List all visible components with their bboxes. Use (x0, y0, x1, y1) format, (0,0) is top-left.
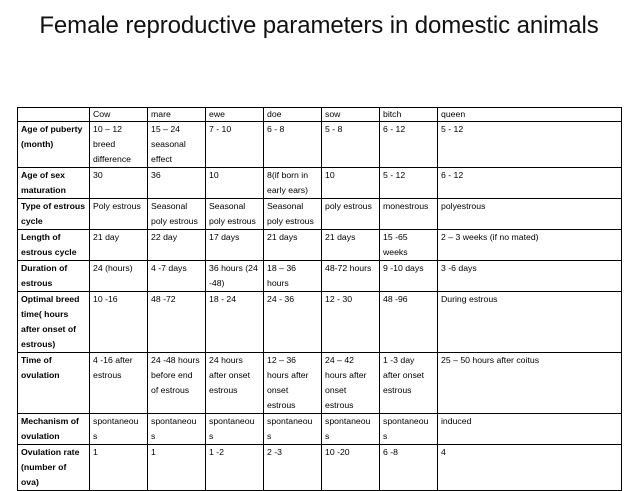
table-cell (438, 292, 622, 353)
reproductive-parameters-table (17, 107, 622, 491)
table-cell (206, 292, 264, 353)
cell-text-line: s (93, 431, 98, 441)
table-cell (322, 292, 380, 353)
cell-text-line: s (151, 431, 156, 441)
table-row (18, 292, 622, 353)
parameter-label-line: estrous cycle (21, 247, 77, 257)
table-cell (264, 230, 322, 261)
table-cell (90, 353, 148, 414)
cell-text-line: of estrous (151, 385, 190, 395)
cell-text-line: poly estrous (151, 216, 198, 226)
table-cell (206, 261, 264, 292)
table-cell (148, 199, 206, 230)
cell-text-line: estrous (93, 370, 122, 380)
table-cell (264, 353, 322, 414)
table-cell (264, 199, 322, 230)
table-cell (438, 199, 622, 230)
table-cell (206, 199, 264, 230)
column-header-bitch: bitch (380, 108, 438, 122)
column-header-doe: doe (264, 108, 322, 122)
cell-text-line: effect (151, 154, 173, 164)
table-body (18, 122, 622, 491)
table-cell (90, 445, 148, 491)
cell-text-line: 17 days (209, 232, 240, 242)
cell-text-line: 8(if born in (267, 170, 309, 180)
table-cell (90, 122, 148, 168)
cell-text-line: 4 -7 days (151, 263, 187, 273)
table-cell (438, 445, 622, 491)
slide-title: Female reproductive parameters in domestic animals (39, 12, 599, 39)
cell-text-line: 30 (93, 170, 103, 180)
table-cell (206, 353, 264, 414)
row-parameter-cell (18, 168, 90, 199)
cell-text-line: 12 – 36 (267, 355, 296, 365)
cell-text-line: difference (93, 154, 131, 164)
cell-text-line: 21 days (267, 232, 298, 242)
row-parameter-cell (18, 353, 90, 414)
parameter-label-line: ovulation (21, 431, 60, 441)
parameter-label-line: after onset of (21, 324, 77, 334)
parameter-label-line: Time of (21, 355, 52, 365)
cell-text-line: 3 -6 days (441, 263, 477, 273)
cell-text-line: hours after (325, 370, 367, 380)
cell-text-line: induced (441, 416, 472, 426)
cell-text-line: 12 - 30 (325, 294, 353, 304)
parameter-label-line: estrous) (21, 339, 56, 349)
table-row (18, 414, 622, 445)
table-cell (438, 122, 622, 168)
cell-text-line: 18 – 36 (267, 263, 296, 273)
cell-text-line: 7 - 10 (209, 124, 232, 134)
table-cell (380, 292, 438, 353)
parameter-label-line: Age of puberty (21, 124, 83, 134)
parameter-label-line: cycle (21, 216, 43, 226)
table-cell (322, 122, 380, 168)
cell-text-line: estrous (325, 400, 354, 410)
table-cell (148, 445, 206, 491)
table-cell (322, 353, 380, 414)
table-row (18, 199, 622, 230)
column-header (18, 108, 90, 122)
cell-text-line: 9 -10 days (383, 263, 424, 273)
table-cell (438, 230, 622, 261)
table-cell (380, 122, 438, 168)
row-parameter-cell (18, 414, 90, 445)
row-parameter-cell (18, 261, 90, 292)
cell-text-line: hours (267, 278, 289, 288)
table-cell (438, 414, 622, 445)
column-header-cow: Cow (90, 108, 148, 122)
cell-text-line: 1 -2 (209, 447, 224, 457)
cell-text-line: hours after (267, 370, 309, 380)
cell-text-line: Seasonal (151, 201, 188, 211)
table-cell (148, 353, 206, 414)
table-cell (264, 414, 322, 445)
row-parameter-cell (18, 230, 90, 261)
cell-text-line: monestrous (383, 201, 429, 211)
table-row (18, 122, 622, 168)
cell-text-line: breed (93, 139, 116, 149)
cell-text-line: s (325, 431, 330, 441)
cell-text-line: 24 - 36 (267, 294, 295, 304)
cell-text-line: 10 (325, 170, 335, 180)
cell-text-line: Seasonal (209, 201, 246, 211)
parameter-label-line: Length of (21, 232, 61, 242)
cell-text-line: 18 - 24 (209, 294, 237, 304)
cell-text-line: 48 -96 (383, 294, 408, 304)
table-cell (90, 230, 148, 261)
cell-text-line: 1 (93, 447, 98, 457)
cell-text-line: 21 days (325, 232, 356, 242)
table-cell (322, 414, 380, 445)
table-cell (380, 353, 438, 414)
table-cell (380, 199, 438, 230)
cell-text-line: poly estrous (325, 201, 372, 211)
cell-text-line: 10 -16 (93, 294, 118, 304)
table-cell (322, 230, 380, 261)
cell-text-line: s (267, 431, 272, 441)
cell-text-line: onset (267, 385, 289, 395)
table-cell (148, 122, 206, 168)
cell-text-line: 1 (151, 447, 156, 457)
parameter-label-line: maturation (21, 185, 66, 195)
parameter-label-line: Mechanism of (21, 416, 79, 426)
table-cell (90, 414, 148, 445)
cell-text-line: 36 (151, 170, 161, 180)
cell-text-line: 15 -65 (383, 232, 408, 242)
parameter-label-line: (month) (21, 139, 54, 149)
table-cell (380, 261, 438, 292)
parameter-label-line: Age of sex (21, 170, 65, 180)
cell-text-line: poly estrous (267, 216, 314, 226)
cell-text-line: 15 – 24 (151, 124, 180, 134)
cell-text-line: 24 (hours) (93, 263, 133, 273)
table-cell (206, 168, 264, 199)
cell-text-line: weeks (383, 247, 408, 257)
cell-text-line: 6 - 12 (383, 124, 406, 134)
parameter-label-line: estrous (21, 278, 53, 288)
cell-text-line: 24 -48 hours (151, 355, 200, 365)
table-header-row (18, 108, 622, 122)
table-cell (264, 292, 322, 353)
cell-text-line: after onset (383, 370, 425, 380)
table-row (18, 261, 622, 292)
table-cell (322, 445, 380, 491)
cell-text-line: 48 -72 (151, 294, 176, 304)
cell-text-line: spontaneou (267, 416, 313, 426)
parameter-label-line: ovulation (21, 370, 60, 380)
cell-text-line: 6 - 8 (267, 124, 285, 134)
row-parameter-cell (18, 199, 90, 230)
cell-text-line: spontaneou (383, 416, 429, 426)
cell-text-line: 25 – 50 hours after coitus (441, 355, 540, 365)
cell-text-line: estrous (383, 385, 412, 395)
parameter-label-line: Ovulation rate (21, 447, 80, 457)
cell-text-line: During estrous (441, 294, 498, 304)
table-cell (206, 445, 264, 491)
table-cell (322, 168, 380, 199)
cell-text-line: 4 (441, 447, 446, 457)
cell-text-line: 22 day (151, 232, 178, 242)
cell-text-line: spontaneou (209, 416, 255, 426)
row-parameter-cell (18, 292, 90, 353)
table-cell (438, 168, 622, 199)
parameter-label-line: time( hours (21, 309, 69, 319)
cell-text-line: 5 - 12 (383, 170, 406, 180)
table-cell (148, 292, 206, 353)
cell-text-line: 10 (209, 170, 219, 180)
cell-text-line: 6 - 12 (441, 170, 464, 180)
cell-text-line: 48-72 hours (325, 263, 372, 273)
cell-text-line: s (383, 431, 388, 441)
cell-text-line: before end (151, 370, 193, 380)
table-row (18, 168, 622, 199)
table-cell (90, 168, 148, 199)
table-cell (90, 261, 148, 292)
table-cell (322, 261, 380, 292)
table-cell (206, 414, 264, 445)
table-cell (206, 230, 264, 261)
table-cell (380, 445, 438, 491)
parameter-label-line: Type of estrous (21, 201, 86, 211)
cell-text-line: seasonal (151, 139, 186, 149)
parameter-label-line: (number of ova) (21, 462, 67, 487)
table-cell (322, 199, 380, 230)
cell-text-line: estrous (267, 400, 296, 410)
cell-text-line: polyestrous (441, 201, 486, 211)
table-row (18, 230, 622, 261)
table-cell (148, 168, 206, 199)
cell-text-line: spontaneou (151, 416, 197, 426)
cell-text-line: Seasonal (267, 201, 304, 211)
table-cell (264, 261, 322, 292)
parameter-label-line: Duration of (21, 263, 68, 273)
table-cell (148, 261, 206, 292)
cell-text-line: 10 – 12 (93, 124, 122, 134)
table-cell (90, 292, 148, 353)
column-header-sow: sow (322, 108, 380, 122)
cell-text-line: early ears) (267, 185, 309, 195)
cell-text-line: 2 – 3 weeks (if no mated) (441, 232, 539, 242)
table-row (18, 445, 622, 491)
cell-text-line: 5 - 12 (441, 124, 464, 134)
table-cell (90, 199, 148, 230)
table-cell (148, 230, 206, 261)
cell-text-line: poly estrous (209, 216, 256, 226)
table-cell (438, 353, 622, 414)
row-parameter-cell (18, 122, 90, 168)
table-cell (380, 168, 438, 199)
cell-text-line: -48) (209, 278, 225, 288)
cell-text-line: spontaneou (325, 416, 371, 426)
cell-text-line: 4 -16 after (93, 355, 133, 365)
table-cell (264, 445, 322, 491)
cell-text-line: Poly estrous (93, 201, 141, 211)
cell-text-line: spontaneou (93, 416, 139, 426)
table-cell (438, 261, 622, 292)
cell-text-line: 24 – 42 (325, 355, 354, 365)
cell-text-line: 1 -3 day (383, 355, 415, 365)
table-cell (264, 168, 322, 199)
parameter-label-line: Optimal breed (21, 294, 80, 304)
column-header-mare: mare (148, 108, 206, 122)
table-cell (148, 414, 206, 445)
table-cell (264, 122, 322, 168)
cell-text-line: 5 - 8 (325, 124, 343, 134)
cell-text-line: s (209, 431, 214, 441)
table-cell (380, 230, 438, 261)
cell-text-line: onset (325, 385, 347, 395)
cell-text-line: estrous (209, 385, 238, 395)
table-cell (206, 122, 264, 168)
cell-text-line: after onset (209, 370, 251, 380)
cell-text-line: 24 hours (209, 355, 243, 365)
cell-text-line: 10 -20 (325, 447, 350, 457)
cell-text-line: 2 -3 (267, 447, 282, 457)
row-parameter-cell (18, 445, 90, 491)
cell-text-line: 36 hours (24 (209, 263, 258, 273)
column-header-queen: queen (438, 108, 622, 122)
table-row (18, 353, 622, 414)
cell-text-line: 6 -8 (383, 447, 398, 457)
table-cell (380, 414, 438, 445)
cell-text-line: 21 day (93, 232, 120, 242)
column-header-ewe: ewe (206, 108, 264, 122)
